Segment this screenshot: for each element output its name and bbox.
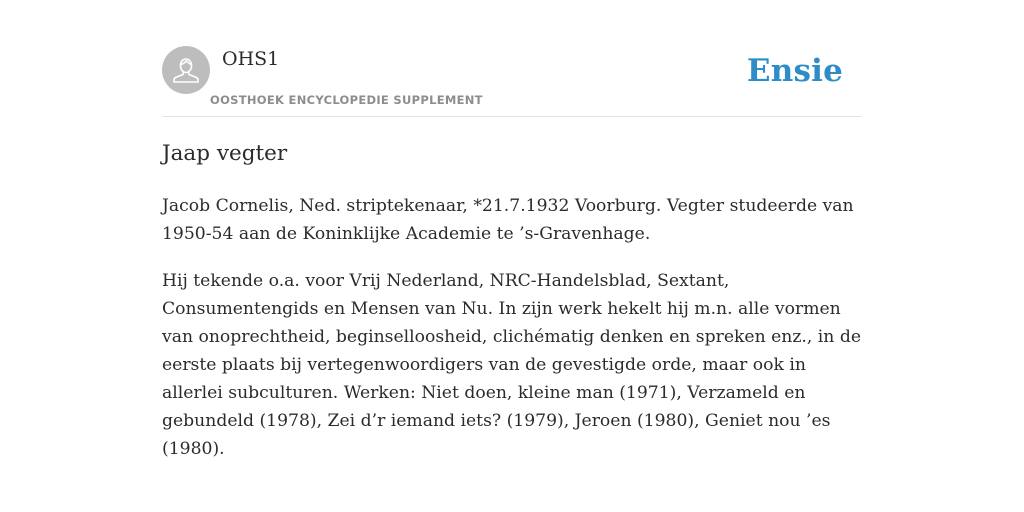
article xyxy=(162,138,862,463)
article-paragraph: Jacob Cornelis, Ned. striptekenaar, *21.7.1932 Voorburg. Vegter studeerde van 1950-54 aan de Koninklijke Academie te ’s-Gravenhage. xyxy=(162,196,854,244)
article-title: Jaap vegter xyxy=(162,141,288,166)
author-name[interactable]: OHS1 xyxy=(222,48,280,70)
header xyxy=(162,46,862,117)
article-paragraph: Hij tekende o.a. voor Vrij Nederland, NRC-Handelsblad, Sextant, Consumentengids en Mensen van Nu. In zijn werk hekelt hij m.n. alle vormen van onoprechtheid, beginselloosheid, clichématig denken en spreken enz., in de eerste plaats bij vertegenwoordigers van de gevestigde orde, maar ook in allerlei subculturen. Werken: Niet doen, kleine man (1971), Verzameld en gebundeld (1978), Zei d’r iemand iets? (1979), Jeroen (1980), Geniet nou ’es (1980). xyxy=(162,271,862,459)
author-avatar[interactable] xyxy=(162,46,210,94)
source-label[interactable]: OOSTHOEK ENCYCLOPEDIE SUPPLEMENT xyxy=(210,93,483,107)
user-avatar-icon xyxy=(162,46,210,94)
brand-logo[interactable]: Ensie xyxy=(746,53,843,89)
